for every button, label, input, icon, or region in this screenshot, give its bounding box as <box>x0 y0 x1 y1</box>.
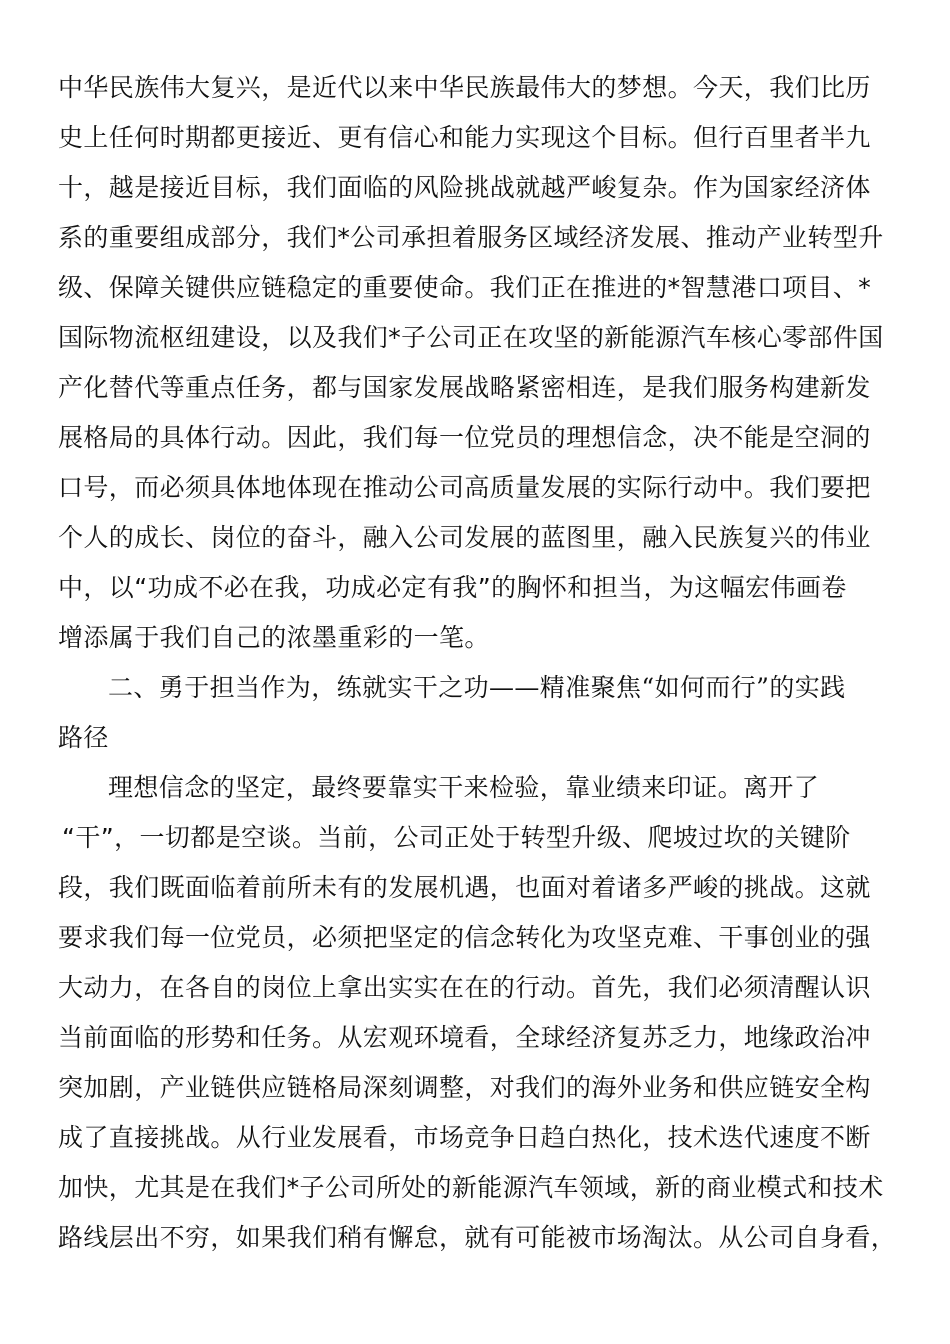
paragraph-line: 理想信念的坚定，最终要靠实干来检验，靠业绩来印证。离开了 <box>108 773 820 802</box>
paragraph-line: 产化替代等重点任务，都与国家发展战略紧密相连，是我们服务构建新发 <box>58 373 871 402</box>
paragraph-line: 大动力，在各自的岗位上拿出实实在在的行动。首先，我们必须清醒认识 <box>58 973 871 1002</box>
paragraph-line: 十，越是接近目标，我们面临的风险挑战就越严峻复杂。作为国家经济体 <box>58 173 871 202</box>
paragraph-line: 国际物流枢纽建设，以及我们*子公司正在攻坚的新能源汽车核心零部件国 <box>58 323 884 352</box>
section-heading: 二、勇于担当作为，练就实干之功——精准聚焦“如何而行”的实践 <box>108 673 846 702</box>
paragraph-line: 中华民族伟大复兴，是近代以来中华民族最伟大的梦想。今天，我们比历 <box>58 73 871 102</box>
paragraph-line: 口号，而必须具体地体现在推动公司高质量发展的实际行动中。我们要把 <box>58 473 871 502</box>
paragraph-line: 要求我们每一位党员，必须把坚定的信念转化为攻坚克难、干事创业的强 <box>58 923 871 952</box>
paragraph-line: 级、保障关键供应链稳定的重要使命。我们正在推进的*智慧港口项目、* <box>58 273 872 302</box>
paragraph-line: 个人的成长、岗位的奋斗，融入公司发展的蓝图里，融入民族复兴的伟业 <box>58 523 871 552</box>
paragraph-line: 展格局的具体行动。因此，我们每一位党员的理想信念，决不能是空洞的 <box>58 423 871 452</box>
paragraph-line: 中，以“功成不必在我，功成必定有我”的胸怀和担当，为这幅宏伟画卷 <box>58 573 847 602</box>
paragraph-line: 增添属于我们自己的浓墨重彩的一笔。 <box>58 623 490 652</box>
paragraph-line: 突加剧，产业链供应链格局深刻调整，对我们的海外业务和供应链安全构 <box>58 1073 871 1102</box>
paragraph-line: “干”，一切都是空谈。当前，公司正处于转型升级、爬坡过坎的关键阶 <box>62 823 851 852</box>
section-heading: 路径 <box>58 723 109 752</box>
paragraph-line: 段，我们既面临着前所未有的发展机遇，也面对着诸多严峻的挑战。这就 <box>58 873 871 902</box>
paragraph-line: 加快，尤其是在我们*子公司所处的新能源汽车领域，新的商业模式和技术 <box>58 1173 884 1202</box>
paragraph-line: 成了直接挑战。从行业发展看，市场竞争日趋白热化，技术迭代速度不断 <box>58 1123 871 1152</box>
paragraph-line: 当前面临的形势和任务。从宏观环境看，全球经济复苏乏力，地缘政治冲 <box>58 1023 871 1052</box>
paragraph-line: 史上任何时期都更接近、更有信心和能力实现这个目标。但行百里者半九 <box>58 123 871 152</box>
paragraph-line: 系的重要组成部分，我们*公司承担着服务区域经济发展、推动产业转型升 <box>58 223 884 252</box>
paragraph-line: 路线层出不穷，如果我们稍有懈怠，就有可能被市场淘汰。从公司自身看， <box>58 1223 897 1252</box>
